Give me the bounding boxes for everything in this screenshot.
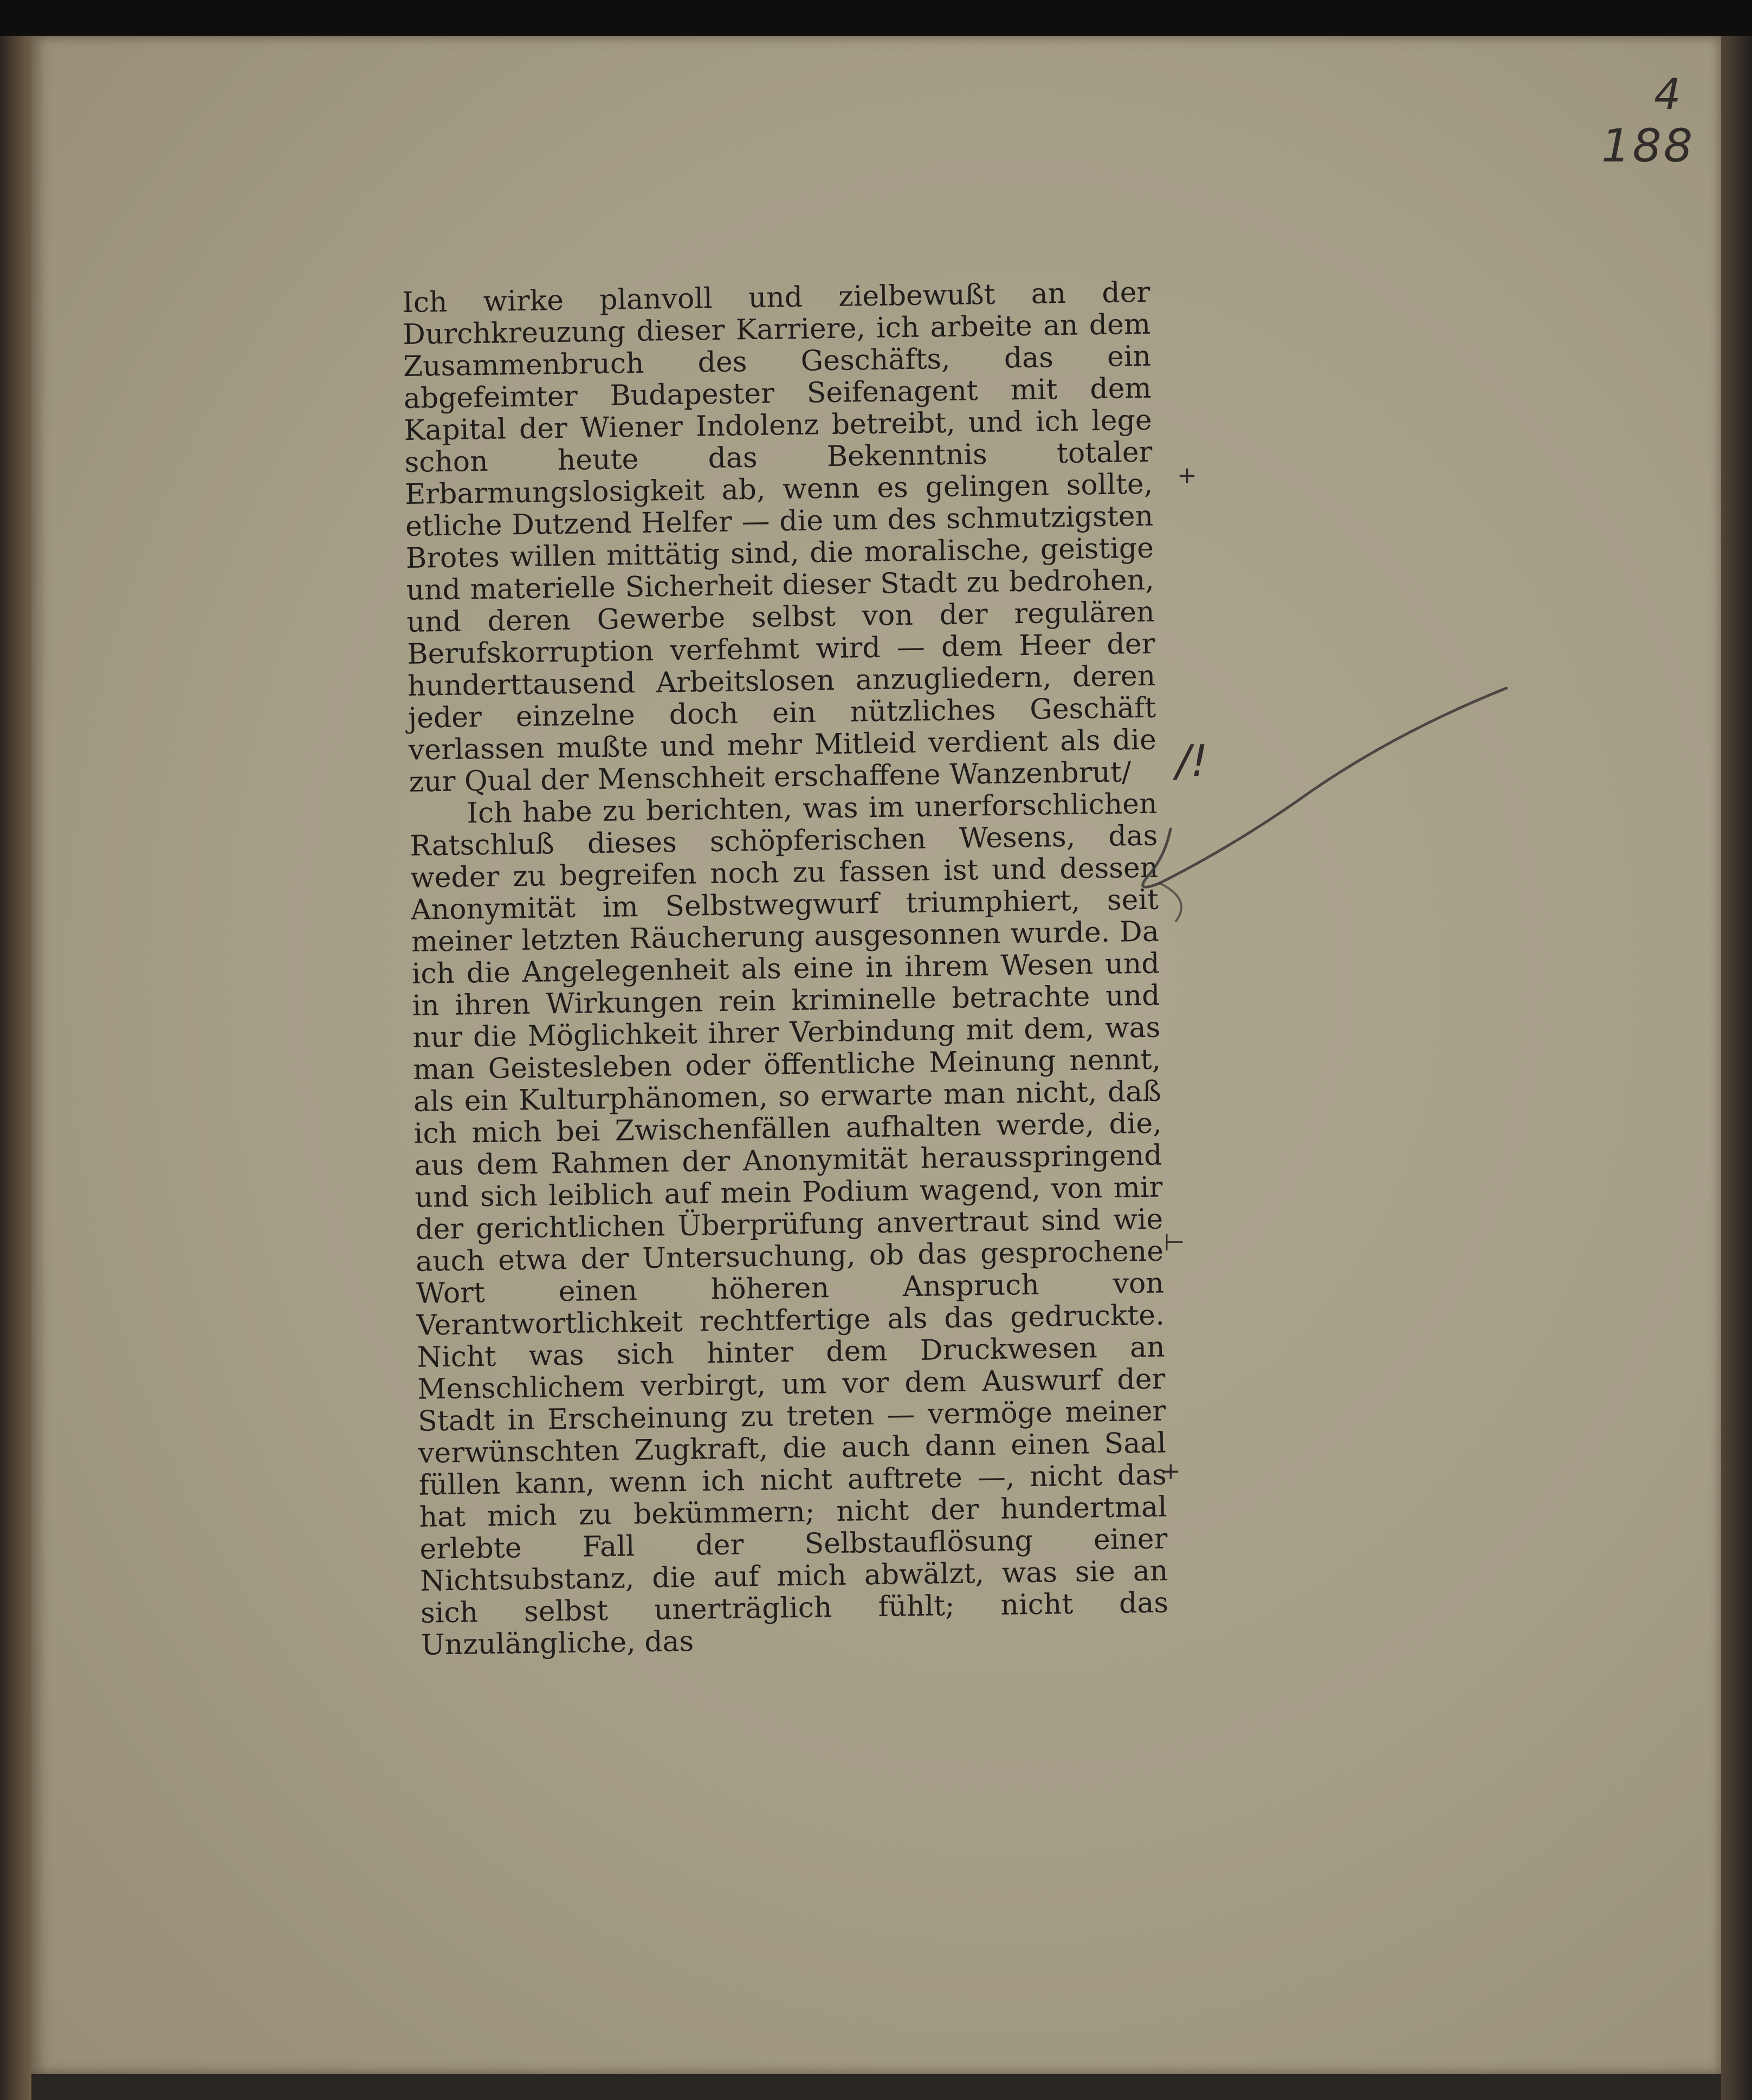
margin-cross-mark: ⊢ bbox=[1164, 1229, 1185, 1256]
pencil-check-stroke bbox=[1127, 666, 1528, 970]
paragraph-2: Ich habe zu berichten, was im unerforschlichen Ratschluß dieses schöpferischen Wesens, das weder zu begreifen noch zu fassen ist und dessen Anonymität im Selbstwegwurf triumphiert, seit meiner letzten Räucherung ausgesonnen wurde. Da ich die Angelegenheit als eine in ihrem Wesen und in ihren Wirkungen rein kriminelle betrachte und nur die Möglichkeit ihrer Verbindung mit dem, was man Geistesleben oder öffentliche Meinung nennt, als ein Kulturphänomen, so erwarte man nicht, daß ich mich bei Zwischenfällen aufhalten werde, die, aus dem Rahmen der Anonymität herausspringend und sich leiblich auf mein Podium wagend, von mir der gerichtlichen Überprüfung anvertraut sind wie auch etwa der Untersuchung, ob das gesprochene Wort einen höheren Anspruch von Verantwortlichkeit rechtfertige als das gedruckte. Nicht was sich hinter dem Druckwesen an Menschlichem verbirgt, um vor dem Auswurf der Stadt in Erscheinung zu treten — vermöge meiner verwünschten Zugkraft, die auch dann einen Saal füllen kann, wenn ich nicht auftrete —, nicht das hat mich zu bekümmern; nicht der hundertmal erlebte Fall der Selbstauflösung einer Nichtsubstanz, die auf mich abwälzt, was sie an sich selbst unerträglich fühlt; nicht das Unzulängliche, das bbox=[409, 787, 1169, 1662]
body-text bbox=[402, 277, 1169, 1662]
margin-cross-mark: + bbox=[1177, 462, 1197, 489]
page-bottom-edge bbox=[31, 2074, 1721, 2100]
page-folio-number: 4 bbox=[1654, 70, 1681, 119]
margin-exclamation-mark: /! bbox=[1176, 736, 1208, 786]
scan-top-edge bbox=[0, 0, 1752, 36]
paragraph-1: Ich wirke planvoll und zielbewußt an der Durchkreuzung dieser Karriere, ich arbeite an dem Zusammenbruch des Geschäfts, das ein abgefeimter Budapester Seifenagent mit dem Kapital der Wiener Indolenz betreibt, und ich lege schon heute das Bekenntnis totaler Erbarmungslosigkeit ab, wenn es gelingen sollte, etliche Dutzend Helfer — die um des schmutzigsten Brotes willen mittätig sind, die moralische, geistige und materielle Sicherheit dieser Stadt zu bedrohen, und deren Gewerbe selbst von der regulären Berufskorruption verfehmt wird — dem Heer der hunderttausend Arbeitslosen anzugliedern, deren jeder einzelne doch ein nützliches Geschäft verlassen mußte und mehr Mitleid verdient als die zur Qual der Menschheit erschaffene Wanzenbrut/ bbox=[402, 276, 1157, 799]
margin-cross-mark: + bbox=[1161, 1457, 1181, 1485]
archive-folio-number: 188 bbox=[1601, 119, 1695, 172]
